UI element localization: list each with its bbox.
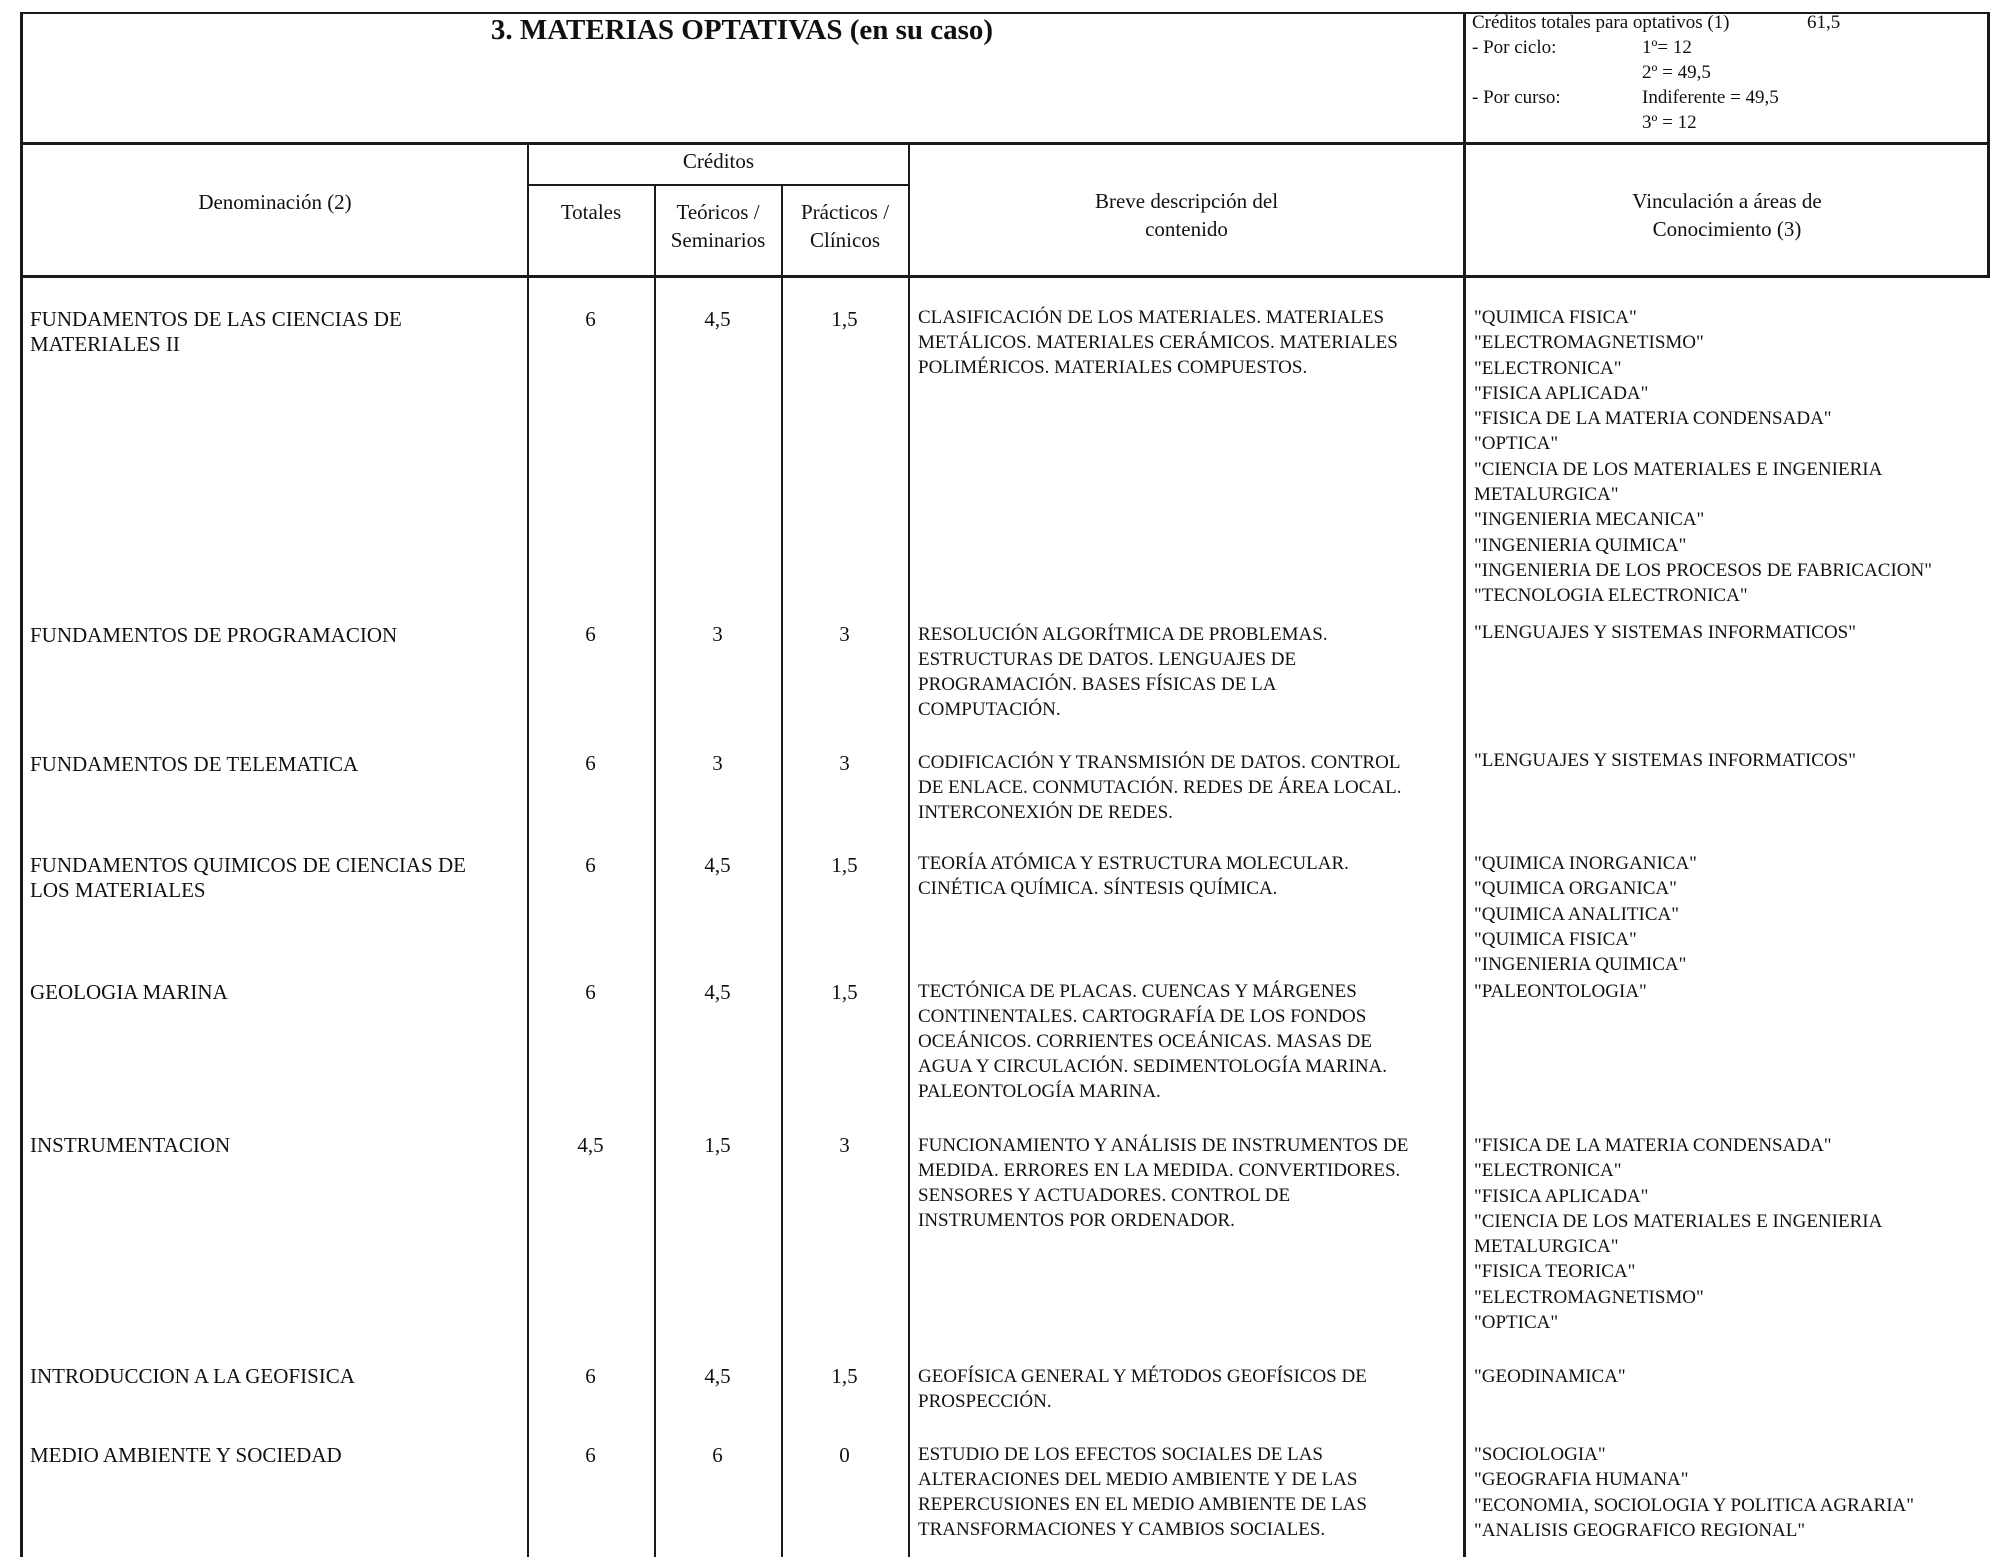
area-item: "INGENIERIA MECANICA" xyxy=(1474,509,1705,531)
row-teoricos: 4,5 xyxy=(704,307,731,331)
row-teoricos: 4,5 xyxy=(704,853,731,877)
row-denominacion: GEOLOGIA MARINA xyxy=(30,980,228,1004)
header-teoricos-line2: Seminarios xyxy=(670,228,766,252)
header-bottom xyxy=(20,275,1990,278)
area-item: "FISICA TEORICA" xyxy=(1474,1261,1636,1283)
curso-indiferente-value: Indiferente = 49,5 xyxy=(1642,87,1779,108)
area-item: "ELECTROMAGNETISMO" xyxy=(1474,332,1704,354)
row-teoricos: 3 xyxy=(712,622,723,646)
row-teoricos: 3 xyxy=(712,751,723,775)
row-teoricos: 6 xyxy=(712,1443,723,1467)
header-vinculacion xyxy=(1466,187,1988,243)
header-totales: Totales xyxy=(560,200,622,224)
row-practicos: 3 xyxy=(839,622,850,646)
row-practicos: 1,5 xyxy=(831,307,858,331)
area-item: "OPTICA" xyxy=(1474,1312,1559,1334)
area-item: "PALEONTOLOGIA" xyxy=(1474,981,1647,1002)
area-item: "QUIMICA FISICA" xyxy=(1474,307,1637,328)
area-item: "FISICA DE LA MATERIA CONDENSADA" xyxy=(1474,1135,1832,1156)
row-areas xyxy=(1474,620,1994,645)
row-denominacion: FUNDAMENTOS DE TELEMATICA xyxy=(30,752,359,776)
row-descripcion: GEOFÍSICA GENERAL Y MÉTODOS GEOFÍSICOS DE PROSPECCIÓN. xyxy=(918,1366,1367,1412)
row-totales: 6 xyxy=(585,1443,596,1467)
area-item: METALURGICA" xyxy=(1474,484,1619,506)
area-item: "INGENIERIA DE LOS PROCESOS DE FABRICACION" xyxy=(1474,559,1932,581)
header-descripcion xyxy=(909,187,1464,243)
por-curso-label: - Por curso: xyxy=(1472,87,1561,108)
area-item: "OPTICA" xyxy=(1474,433,1559,455)
creditos-totales-value: 61,5 xyxy=(1807,12,1841,33)
row-practicos: 0 xyxy=(839,1443,850,1467)
row-descripcion: CODIFICACIÓN Y TRANSMISIÓN DE DATOS. CONTROL DE ENLACE. CONMUTACIÓN. REDES DE ÁREA LOCAL. INTERCONEXIÓN DE REDES. xyxy=(918,752,1402,823)
col-sep-vinculacion xyxy=(1463,12,1466,1557)
area-item: "LENGUAJES Y SISTEMAS INFORMATICOS" xyxy=(1474,750,1857,771)
row-denominacion: INSTRUMENTACION xyxy=(30,1133,231,1157)
creditos-divider xyxy=(528,184,909,186)
row-descripcion: FUNCIONAMIENTO Y ANÁLISIS DE INSTRUMENTOS DE MEDIDA. ERRORES EN LA MEDIDA. CONVERTIDORES. SENSORES Y ACTUADORES. CONTROL DE INSTRUMENTOS POR ORDENADOR. xyxy=(918,1135,1409,1231)
area-item: "ELECTROMAGNETISMO" xyxy=(1474,1286,1704,1308)
row-denominacion: FUNDAMENTOS DE LAS CIENCIAS DE MATERIALES II xyxy=(30,307,402,356)
row-totales: 6 xyxy=(585,980,596,1004)
por-ciclo-label: - Por ciclo: xyxy=(1472,37,1557,58)
area-item: "ANALISIS GEOGRAFICO REGIONAL" xyxy=(1474,1519,1806,1541)
area-item: "FISICA APLICADA" xyxy=(1474,382,1649,404)
row-descripcion: CLASIFICACIÓN DE LOS MATERIALES. MATERIALES METÁLICOS. MATERIALES CERÁMICOS. MATERIALES POLIMÉRICOS. MATERIALES COMPUESTOS. xyxy=(918,307,1398,378)
row-practicos: 3 xyxy=(839,751,850,775)
area-item: "CIENCIA DE LOS MATERIALES E INGENIERIA xyxy=(1474,458,1883,480)
row-areas xyxy=(1474,1133,1994,1335)
area-item: "QUIMICA ANALITICA" xyxy=(1474,903,1679,925)
area-item: "TECNOLOGIA ELECTRONICA" xyxy=(1474,585,1748,607)
row-descripcion: RESOLUCIÓN ALGORÍTMICA DE PROBLEMAS. ESTRUCTURAS DE DATOS. LENGUAJES DE PROGRAMACIÓN. BASES FÍSICAS DE LA COMPUTACIÓN. xyxy=(918,624,1328,720)
row-areas xyxy=(1474,851,1994,977)
row-totales: 6 xyxy=(585,622,596,646)
row-denominacion: FUNDAMENTOS DE PROGRAMACION xyxy=(30,623,398,647)
row-areas xyxy=(1474,1442,1994,1543)
header-practicos-line1: Prácticos / xyxy=(800,200,890,224)
row-areas xyxy=(1474,748,1994,773)
page-title: 3. MATERIAS OPTATIVAS (en su caso) xyxy=(490,14,994,46)
row-denominacion: MEDIO AMBIENTE Y SOCIEDAD xyxy=(30,1443,342,1467)
header-practicos xyxy=(782,198,908,254)
header-vinculacion-line1: Vinculación a áreas de xyxy=(1632,189,1822,213)
row-areas xyxy=(1474,1364,1994,1389)
header-teoricos xyxy=(655,198,781,254)
area-item: "GEODINAMICA" xyxy=(1474,1366,1626,1387)
ciclo-2-value: 2º = 49,5 xyxy=(1642,62,1711,83)
row-denominacion: FUNDAMENTOS QUIMICOS DE CIENCIAS DE LOS MATERIALES xyxy=(30,853,466,902)
row-denominacion: INTRODUCCION A LA GEOFISICA xyxy=(30,1364,355,1388)
area-item: "INGENIERIA QUIMICA" xyxy=(1474,954,1687,976)
area-item: "LENGUAJES Y SISTEMAS INFORMATICOS" xyxy=(1474,622,1857,643)
ciclo-1-value: 1º= 12 xyxy=(1642,37,1692,58)
row-totales: 6 xyxy=(585,853,596,877)
area-item: "QUIMICA FISICA" xyxy=(1474,928,1637,950)
creditos-totales-label: Créditos totales para optativos (1) xyxy=(1472,12,1730,33)
area-item: "ELECTRONICA" xyxy=(1474,1160,1622,1182)
row-areas xyxy=(1474,979,1994,1004)
area-item: "ECONOMIA, SOCIOLOGIA Y POLITICA AGRARIA" xyxy=(1474,1494,1915,1516)
header-descripcion-line2: contenido xyxy=(1145,217,1228,241)
row-practicos: 3 xyxy=(839,1133,850,1157)
row-areas xyxy=(1474,305,1994,609)
row-teoricos: 1,5 xyxy=(704,1133,731,1157)
row-totales: 6 xyxy=(585,751,596,775)
header-vinculacion-line2: Conocimiento (3) xyxy=(1652,217,1802,241)
row-practicos: 1,5 xyxy=(831,1364,858,1388)
row-totales: 6 xyxy=(585,307,596,331)
row-teoricos: 4,5 xyxy=(704,1364,731,1388)
row-descripcion: TEORÍA ATÓMICA Y ESTRUCTURA MOLECULAR. CINÉTICA QUÍMICA. SÍNTESIS QUÍMICA. xyxy=(918,853,1349,899)
row-practicos: 1,5 xyxy=(831,980,858,1004)
col-sep-creditos xyxy=(527,142,529,1557)
row-practicos: 1,5 xyxy=(831,853,858,877)
header-practicos-line2: Clínicos xyxy=(809,228,880,252)
header-descripcion-line1: Breve descripción del xyxy=(1094,189,1279,213)
header-teoricos-line1: Teóricos / xyxy=(676,200,760,224)
header-creditos: Créditos xyxy=(682,149,755,173)
area-item: "QUIMICA ORGANICA" xyxy=(1474,878,1677,900)
area-item: METALURGICA" xyxy=(1474,1236,1619,1258)
area-item: "GEOGRAFIA HUMANA" xyxy=(1474,1469,1689,1491)
header-denominacion: Denominación (2) xyxy=(198,190,352,214)
col-sep-descripcion xyxy=(908,142,910,1557)
area-item: "INGENIERIA QUIMICA" xyxy=(1474,534,1687,556)
row-totales: 4,5 xyxy=(577,1133,604,1157)
area-item: "QUIMICA INORGANICA" xyxy=(1474,853,1697,874)
title-divider xyxy=(20,142,1990,145)
area-item: "FISICA DE LA MATERIA CONDENSADA" xyxy=(1474,408,1832,430)
curso-3-value: 3º = 12 xyxy=(1642,112,1697,133)
creditos-totales-block xyxy=(1472,10,1992,135)
area-item: "CIENCIA DE LOS MATERIALES E INGENIERIA xyxy=(1474,1210,1883,1232)
area-item: "ELECTRONICA" xyxy=(1474,357,1622,379)
row-descripcion: ESTUDIO DE LOS EFECTOS SOCIALES DE LAS ALTERACIONES DEL MEDIO AMBIENTE Y DE LAS REPERCUSIONES EN EL MEDIO AMBIENTE DE LAS TRANSFORMACIONES Y CAMBIOS SOCIALES. xyxy=(918,1444,1367,1540)
row-descripcion: TECTÓNICA DE PLACAS. CUENCAS Y MÁRGENES CONTINENTALES. CARTOGRAFÍA DE LOS FONDOS OCEÁNICOS. CORRIENTES OCEÁNICAS. MASAS DE AGUA Y CIRCULACIÓN. SEDIMENTOLOGÍA MARINA. PALEONTOLOGÍA MARINA. xyxy=(918,981,1388,1102)
border-left xyxy=(20,12,23,1557)
area-item: "FISICA APLICADA" xyxy=(1474,1185,1649,1207)
row-teoricos: 4,5 xyxy=(704,980,731,1004)
area-item: "SOCIOLOGIA" xyxy=(1474,1444,1606,1465)
row-totales: 6 xyxy=(585,1364,596,1388)
